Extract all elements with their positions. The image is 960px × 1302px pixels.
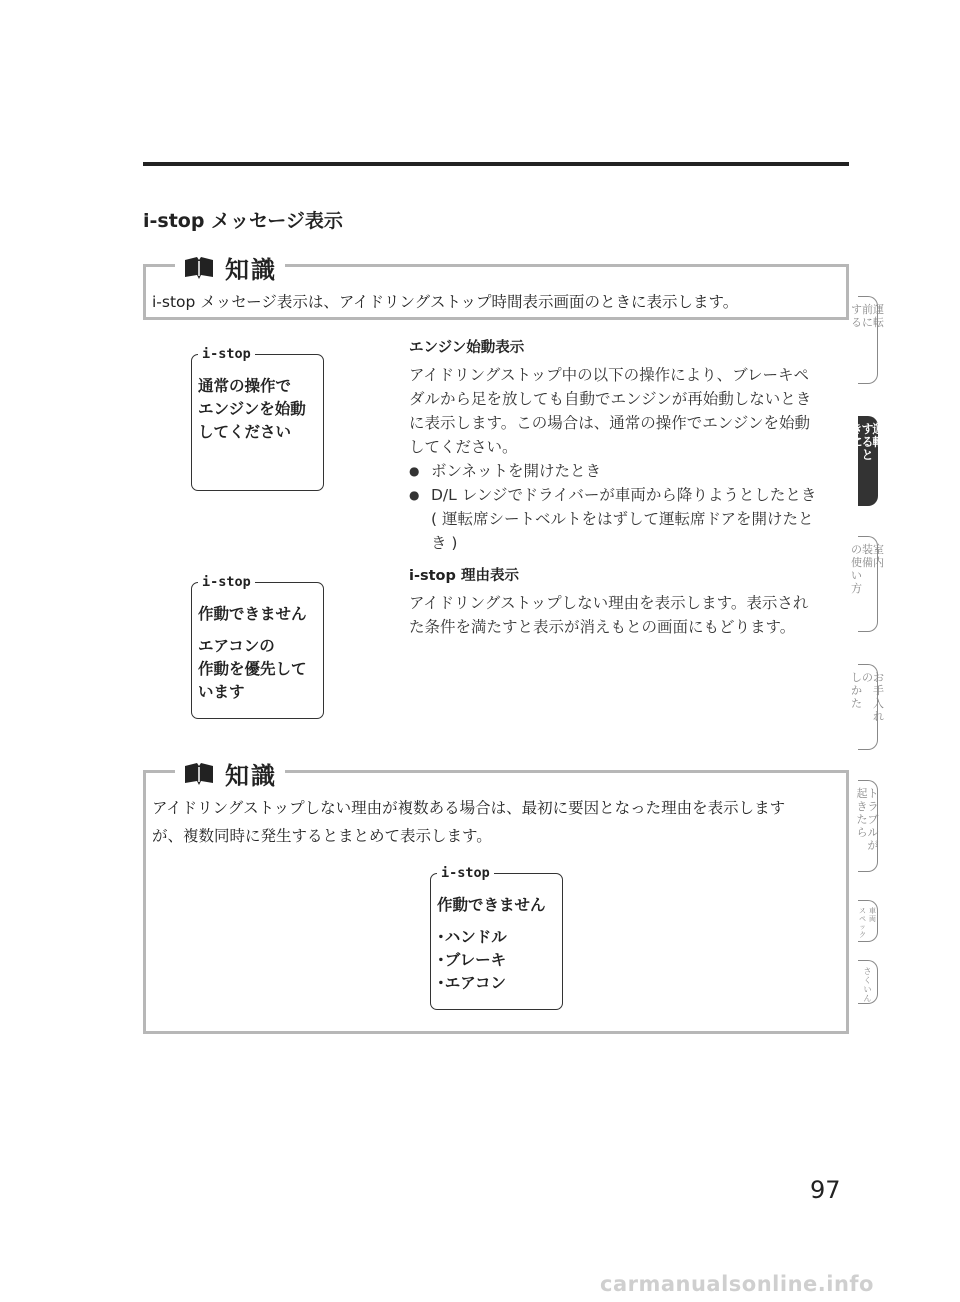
knowledge-line: が、複数同時に発生するとまとめて表示します。 — [152, 827, 492, 845]
top-rule — [143, 162, 849, 166]
side-tab-column: ト ラ ブ ル が — [867, 787, 879, 852]
side-tab-column: 前 に — [862, 303, 873, 329]
display-line: 作動できません — [437, 896, 546, 914]
display-tag: i-stop — [198, 573, 255, 591]
knowledge-line: アイドリングストップしない理由が複数ある場合は、最初に要因となった理由を表示します — [152, 799, 786, 817]
display-line: 作動を優先して — [198, 660, 307, 678]
side-tab-column: す る と — [861, 422, 874, 462]
knowledge-label-1: 知識 — [225, 256, 277, 284]
side-tab-while-driving[interactable] — [850, 416, 885, 506]
engine-start-line: ダルから足を放しても自動でエンジンが再始動しないとき — [409, 390, 812, 408]
display-line: 作動できません — [198, 605, 307, 623]
side-tab-column: の — [862, 671, 873, 684]
bullet-line: ボンネットを開けたとき — [431, 462, 602, 480]
book-icon — [183, 761, 215, 787]
reason-line: た条件を満たすと表示が消えもとの画面にもどります。 — [409, 618, 796, 636]
bullet-line: ( 運転席シートベルトをはずして運転席ドアを開けたと — [431, 510, 814, 528]
display-line: ･エアコン — [437, 974, 506, 992]
bullet-item — [409, 483, 849, 555]
knowledge-text-1: i-stop メッセージ表示は、アイドリングストップ時間表示画面のときに表示します。 — [152, 293, 739, 311]
side-tab-column: 車 両 — [869, 907, 876, 923]
side-tab-column: 起 き た ら — [856, 787, 868, 839]
side-tab-column: お 手 入 れ — [873, 671, 884, 723]
watermark: carmanualsonline.info — [600, 1272, 874, 1296]
reason-heading: i-stop 理由表示 — [409, 568, 519, 584]
section-title: i-stop メッセージ表示 — [143, 210, 343, 232]
engine-start-section — [409, 336, 849, 555]
side-tab-column: 室 内 — [873, 543, 884, 569]
side-tab-column: き に — [850, 422, 863, 449]
display-multiple-reasons — [430, 865, 563, 1010]
side-tab-specs[interactable] — [858, 900, 878, 942]
bullet-item — [409, 459, 849, 483]
knowledge-label-2: 知識 — [225, 762, 277, 790]
bullet-line: き ) — [431, 534, 458, 552]
knowledge-header-2 — [175, 756, 285, 791]
engine-start-line: に表示します。この場合は、通常の操作でエンジンを始動 — [409, 414, 810, 432]
bullet-dot-icon: ● — [409, 464, 420, 478]
side-tab-column: 装 備 — [862, 543, 873, 569]
display-line: エンジンを始動 — [198, 400, 306, 418]
side-tab-column: の 使 い 方 — [851, 543, 862, 595]
side-tab-column: ス ペ ッ ク — [859, 907, 866, 939]
knowledge-header-1 — [175, 250, 285, 285]
display-line: してください — [198, 423, 292, 441]
side-tab-column: 運 転 — [873, 303, 884, 329]
side-tab-column: 運 転 — [872, 422, 885, 449]
bullet-line: D/L レンジでドライバーが車両から降りようとしたとき — [431, 486, 817, 504]
page-number: 97 — [810, 1176, 841, 1204]
knowledge-text-2 — [152, 794, 842, 850]
display-tag: i-stop — [198, 345, 255, 363]
side-tab-column: し か た — [851, 671, 862, 710]
reason-line: アイドリングストップしない理由を表示します。表示され — [409, 594, 809, 612]
side-tab-maintenance[interactable] — [851, 664, 884, 750]
reason-section — [409, 564, 849, 639]
display-line: ･ブレーキ — [437, 951, 507, 969]
display-line: エアコンの — [198, 637, 275, 655]
side-tab-interior[interactable] — [851, 536, 884, 632]
side-tab-before-driving[interactable] — [851, 296, 884, 384]
book-icon — [183, 255, 215, 281]
engine-start-heading: エンジン始動表示 — [409, 340, 525, 356]
side-tab-index[interactable] — [858, 960, 878, 1004]
display-line: います — [198, 683, 245, 701]
side-tab-column: さ く い ん — [863, 967, 872, 1003]
display-aircon-priority — [191, 574, 324, 719]
display-line: ･ハンドル — [437, 928, 507, 946]
bullet-dot-icon: ● — [409, 488, 420, 502]
side-tab-column: す る — [851, 303, 862, 329]
display-line: 通常の操作で — [198, 377, 292, 395]
display-engine-start — [191, 346, 324, 491]
engine-start-line: してください。 — [409, 438, 518, 456]
display-tag: i-stop — [437, 864, 494, 882]
engine-start-line: アイドリングストップ中の以下の操作により、ブレーキペ — [409, 366, 810, 384]
side-tab-trouble[interactable] — [858, 780, 878, 872]
